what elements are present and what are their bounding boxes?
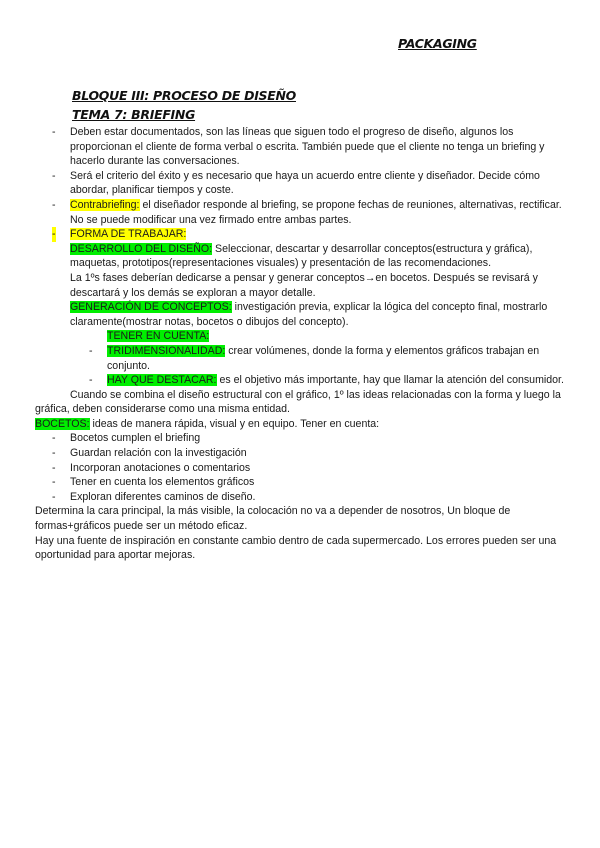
bocetos-item: - Exploran diferentes caminos de diseño.	[52, 490, 256, 503]
bocetos-paragraph: BOCETOS: ideas de manera rápida, visual y en equipo. Tener en cuenta:	[35, 417, 380, 430]
tener-label: TENER EN CUENTA:	[107, 330, 210, 343]
contrabriefing-label: Contrabriefing:	[70, 198, 140, 211]
document-body	[35, 125, 565, 563]
dash-marker: -	[52, 198, 56, 211]
dash-marker: -	[89, 344, 93, 357]
bocetos-item: - Bocetos cumplen el briefing	[52, 432, 201, 445]
bocetos-label: BOCETOS:	[35, 417, 90, 430]
dash-marker: -	[52, 126, 56, 138]
destacar-label: HAY QUE DESTACAR:	[107, 374, 217, 387]
tener-heading	[35, 329, 565, 344]
topic-heading: TEMA 7: BRIEFING	[72, 107, 196, 122]
closing-paragraph: Determina la cara principal, la más visible, la colocación no va a depender de nosotros, Un bloque de formas+gráficos puede ser un método eficaz.	[35, 505, 511, 533]
dash-marker: -	[89, 374, 93, 387]
forma-item	[35, 227, 565, 242]
generacion-label: GENERACIÓN DE CONCEPTOS:	[70, 301, 232, 314]
bocetos-item: - Incorporan anotaciones o comentarios	[52, 461, 251, 474]
bullet-item: - Deben estar documentados, son las líneas que siguen todo el progreso de diseño, algunos los proporcionan el cliente de forma verbal o escrita. También puede que el cliente no tenga un briefing y hacerlo durante las conversaciones.	[52, 126, 545, 168]
dash-marker: -	[52, 228, 56, 241]
combina-paragraph: Cuando se combina el diseño estructural con el gráfico, 1º las ideas relacionadas con la forma y luego la gráfica, deben considerarse como una misma entidad.	[35, 388, 561, 416]
dash-marker: -	[52, 490, 56, 503]
block-heading: BLOQUE III: PROCESO DE DISEÑO	[72, 88, 296, 103]
contrabriefing-item: - Contrabriefing: el diseñador responde al briefing, se propone fechas de reuniones, alternativas, rectificar. No se puede modificar una vez firmado entre ambas partes.	[52, 198, 562, 226]
desarrollo-label: DESARROLLO DEL DISEÑO:	[70, 242, 213, 255]
bullet-item: - Será el criterio del éxito y es necesario que haya un acuerdo entre cliente y diseñador. Decide cómo abordar, planificar tiempos y coste.	[52, 169, 540, 197]
bocetos-item: - Guardan relación con la investigación	[52, 447, 247, 460]
tener-item: - TRIDIMENSIONALIDAD: crear volúmenes, donde la forma y elementos gráficos trabajan en conjunto.	[89, 344, 540, 372]
forma-label: FORMA DE TRABAJAR:	[70, 228, 187, 241]
tridimensionalidad-label: TRIDIMENSIONALIDAD:	[107, 344, 226, 357]
desarrollo-paragraph: DESARROLLO DEL DISEÑO: Seleccionar, descartar y desarrollar conceptos(estructura y gráfica), maquetas, prototipos(representaciones visuales) y presentación de las recomendaciones.	[70, 242, 533, 270]
closing-paragraph: Hay una fuente de inspiración en constante cambio dentro de cada supermercado. Los errores pueden ser una oportunidad para aportar mejoras.	[35, 534, 557, 562]
desarrollo-note: La 1ºs fases deberían dedicarse a pensar y generar conceptos→en bocetos. Después se revisará y descartará y los demás se exploran a mayor detalle.	[70, 271, 538, 299]
bocetos-item: - Tener en cuenta los elementos gráficos	[52, 476, 255, 489]
dash-marker: -	[52, 461, 56, 474]
dash-marker: -	[52, 447, 56, 460]
dash-marker: -	[52, 169, 56, 182]
tener-item: - HAY QUE DESTACAR: es el objetivo más importante, hay que llamar la atención del consumidor.	[89, 374, 564, 387]
dash-marker: -	[52, 476, 56, 489]
generacion-paragraph: GENERACIÓN DE CONCEPTOS: investigación previa, explicar la lógica del concepto final, mostrarlo claramente(mostrar notas, bocetos o dibujos del concepto).	[70, 301, 548, 328]
dash-marker: -	[52, 432, 56, 445]
page-title: PACKAGING	[398, 36, 477, 51]
